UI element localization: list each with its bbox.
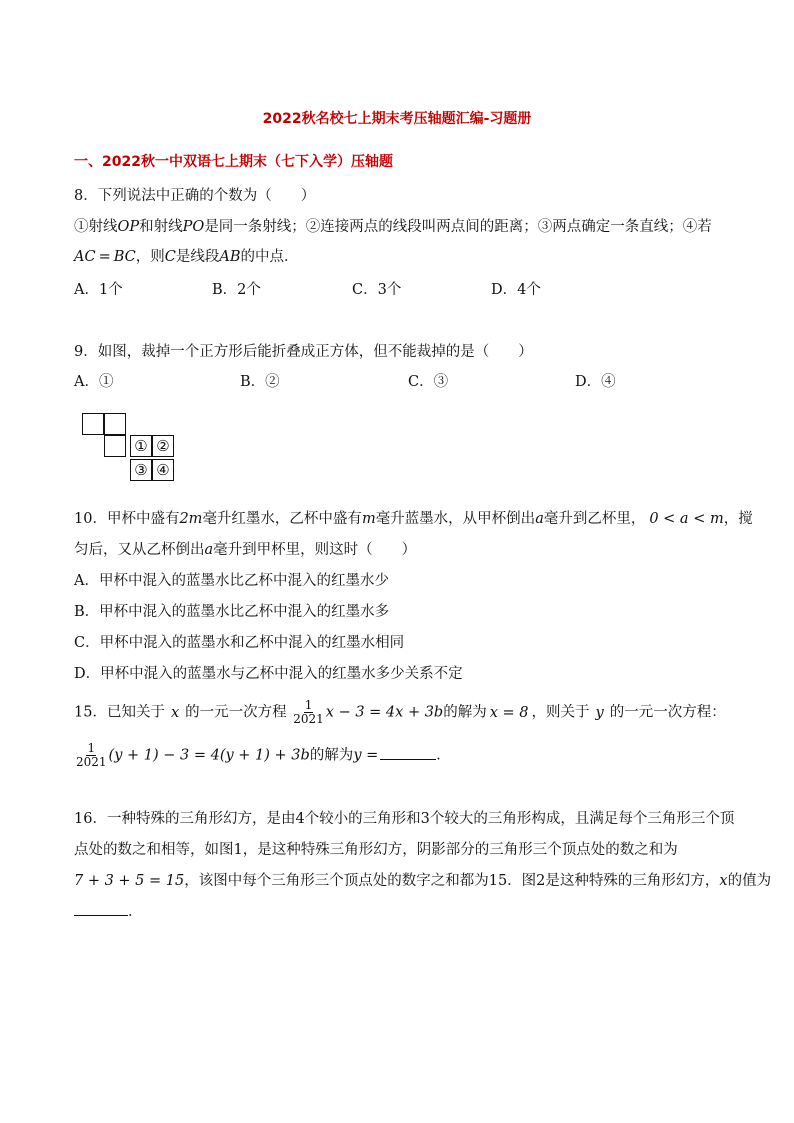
question-8-statements-line1: ①射线OP和射线PO是同一条射线；②连接两点的线段叫两点间的距离；③两点确定一条直线；④若 (74, 219, 712, 235)
question-10-option-a: A．甲杯中混入的蓝墨水比乙杯中混入的红墨水少 (74, 573, 389, 589)
net-cell (104, 435, 126, 457)
net-cell (104, 413, 126, 435)
net-cell-1: ① (130, 435, 152, 457)
question-8-option-a: A．1个 (74, 282, 123, 298)
answer-blank[interactable] (380, 759, 436, 760)
question-10-option-b: B．甲杯中混入的蓝墨水比乙杯中混入的红墨水多 (74, 604, 390, 620)
question-16-line2: 点处的数之和相等，如图1，是这种特殊三角形幻方，阴影部分的三角形三个顶点处的数之和为 (74, 842, 678, 858)
fraction: $\frac{1}{2021}$ (293, 698, 324, 726)
net-cell (82, 413, 104, 435)
question-10-stem-line2: 匀后，又从乙杯倒出a毫升到甲杯里，则这时（ ） (74, 542, 417, 558)
question-9-option-a: A．① (74, 374, 114, 390)
question-8-stem: 8．下列说法中正确的个数为（ ） (74, 188, 316, 204)
document-title: 2022秋名校七上期末考压轴题汇编-习题册 (262, 111, 532, 127)
question-9-option-d: D．④ (575, 374, 616, 390)
question-16-line1: 16．一种特殊的三角形幻方，是由4个较小的三角形和3个较大的三角形构成，且满足每个三角形三个顶 (74, 811, 735, 827)
question-9-option-b: B．② (240, 374, 280, 390)
net-cell-2: ② (152, 435, 174, 457)
question-9-option-c: C．③ (408, 374, 449, 390)
question-15-stem-line1: 15．已知关于 x 的一元一次方程 $\frac{1}{2021}$ x − 3 = 4x + 3b的解为 x = 8 ，则关于 y 的一元一次方程： (74, 698, 726, 726)
question-10-option-d: D．甲杯中混入的蓝墨水与乙杯中混入的红墨水多少关系不定 (74, 666, 463, 682)
question-16-line4: ． (74, 902, 143, 922)
net-cell-4: ④ (152, 459, 174, 481)
cube-net-figure (82, 413, 182, 483)
answer-blank[interactable] (74, 915, 128, 916)
question-15-stem-line2: $\frac{1}{2021}$ (y + 1) − 3 = 4(y + 1) + 3b的解为y = ． (76, 741, 451, 769)
question-16-line3: 7 + 3 + 5 = 15，该图中每个三角形三个顶点处的数字之和都为15．图2是这种特殊的三角形幻方，x的值为 (74, 873, 772, 889)
question-9-stem: 9．如图，裁掉一个正方形后能折叠成正方体，但不能裁掉的是（ ） (74, 344, 533, 360)
question-10-stem-line1: 10．甲杯中盛有2m毫升红墨水，乙杯中盛有m毫升蓝墨水，从甲杯倒出a毫升到乙杯里， 0 < a < m，搅 (74, 511, 753, 527)
question-8-statements-line2: AC = BC，则C是线段AB的中点． (74, 249, 299, 265)
question-8-option-d: D．4个 (491, 282, 541, 298)
fraction: $\frac{1}{2021}$ (76, 741, 107, 769)
question-10-option-c: C．甲杯中混入的蓝墨水和乙杯中混入的红墨水相同 (74, 635, 405, 651)
net-cell-3: ③ (130, 459, 152, 481)
question-8-option-b: B．2个 (212, 282, 261, 298)
section-title: 一、2022秋一中双语七上期末（七下入学）压轴题 (74, 154, 393, 170)
question-8-option-c: C．3个 (352, 282, 402, 298)
